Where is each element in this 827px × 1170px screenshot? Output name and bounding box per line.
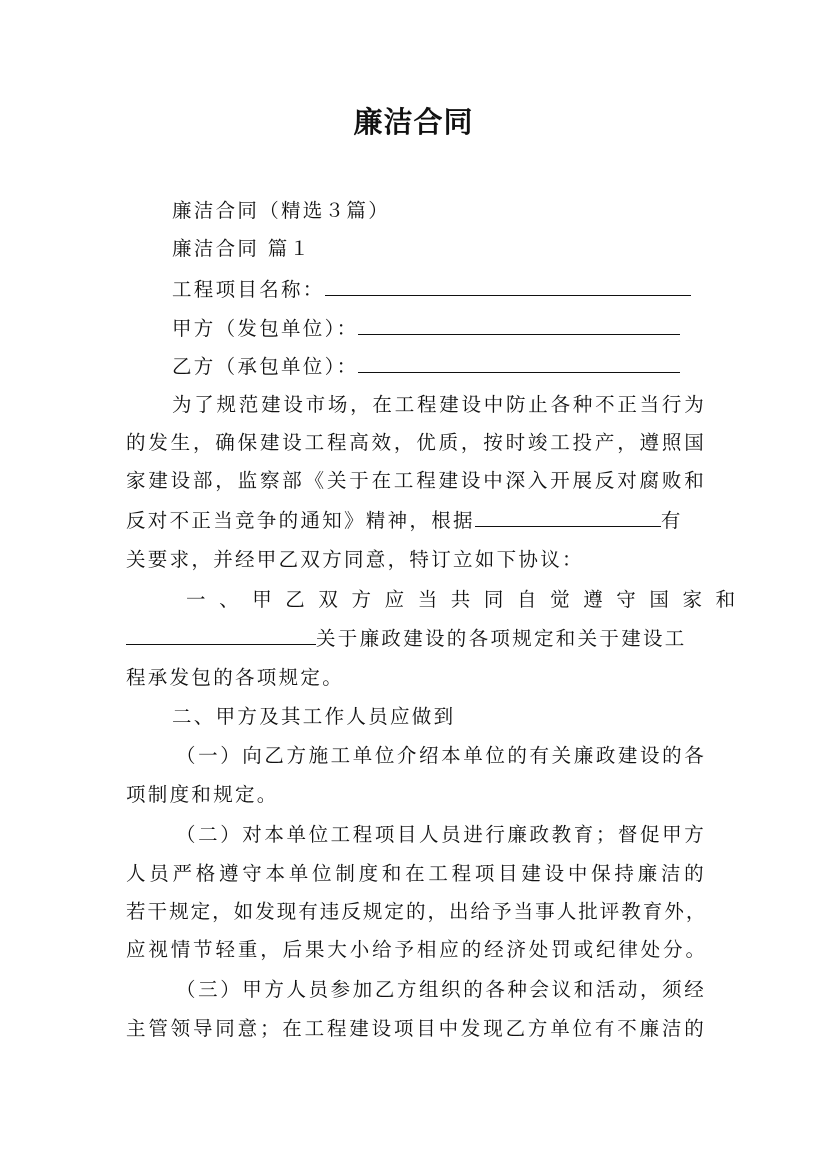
clause-line: （一）向乙方施工单位介绍本单位的有关廉政建设的各	[176, 744, 706, 767]
party-a-field	[172, 310, 706, 346]
part-heading: 廉洁合同 篇１	[172, 237, 312, 260]
project-name-field	[172, 271, 706, 307]
paragraph-line: 家建设部，监察部《关于在工程建设中深入开展反对腐败和	[126, 469, 706, 492]
paragraph-line	[126, 502, 706, 538]
basis-blank	[475, 502, 661, 527]
clause-line: 应视情节轻重，后果大小给予相应的经济处罚或纪律处分。	[126, 938, 706, 961]
document-title: 廉洁合同	[353, 105, 474, 139]
paragraph-line: 为了规范建设市场，在工程建设中防止各种不正当行为	[172, 393, 706, 416]
paragraph-line: 的发生，确保建设工程高效，优质，按时竣工投产，遵照国	[126, 431, 706, 454]
party-b-field	[172, 348, 706, 384]
paragraph-text: 关于廉政建设的各项规定和关于建设工	[316, 627, 687, 650]
section-1-line	[126, 620, 706, 656]
party-b-label: 乙方（承包单位）：	[172, 355, 359, 378]
collection-heading: 廉洁合同（精选３篇）	[172, 199, 391, 222]
party-a-label: 甲方（发包单位）：	[172, 317, 359, 340]
clause-line: 项制度和规定。	[126, 783, 279, 806]
authority-blank	[126, 620, 316, 645]
clause-line: （三）甲方人员参加乙方组织的各种会议和活动，须经	[176, 978, 706, 1001]
section-1-line: 程承发包的各项规定。	[126, 666, 345, 689]
party-a-blank	[358, 310, 680, 335]
paragraph-text: 反对不正当竞争的通知》精神，根据	[126, 509, 475, 532]
clause-line: 若干规定，如发现有违反规定的，出给予当事人批评教育外，	[126, 900, 706, 923]
paragraph-line: 关要求，并经甲乙双方同意，特订立如下协议：	[126, 548, 584, 571]
clause-line: （二）对本单位工程项目人员进行廉政教育；督促甲方	[176, 823, 706, 846]
project-name-blank	[325, 271, 691, 296]
clause-line: 主管领导同意；在工程建设项目中发现乙方单位有不廉洁的	[126, 1017, 706, 1040]
clause-line: 人员严格遵守本单位制度和在工程项目建设中保持廉洁的	[126, 862, 706, 885]
section-2-heading: 二、甲方及其工作人员应做到	[172, 705, 456, 728]
project-name-label: 工程项目名称：	[172, 278, 325, 301]
party-b-blank	[358, 348, 680, 373]
section-1-line: 一、甲乙双方应当共同自觉遵守国家和	[186, 588, 749, 611]
paragraph-text: 有	[660, 509, 683, 532]
